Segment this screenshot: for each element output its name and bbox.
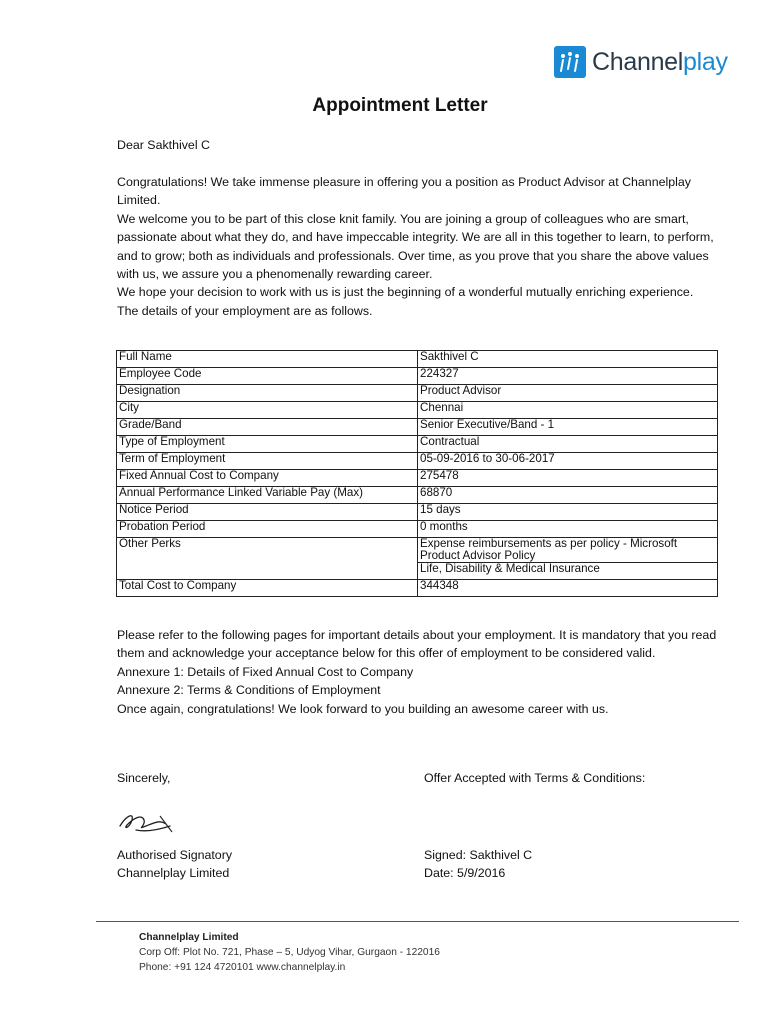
footer-contact: Phone: +91 124 4720101 www.channelplay.in bbox=[139, 962, 346, 973]
table-row bbox=[117, 538, 718, 563]
row-value: Expense reimbursements as per policy - Microsoft Product Advisor Policy bbox=[418, 538, 718, 563]
intro-paragraph: We hope your decision to work with us is just the beginning of a wonderful mutually enriching experience. bbox=[117, 285, 694, 300]
row-label: Fixed Annual Cost to Company bbox=[117, 470, 418, 487]
row-label: Full Name bbox=[117, 351, 418, 368]
row-label: Total Cost to Company bbox=[117, 580, 418, 597]
closing-paragraph: Please refer to the following pages for important details about your employment. It is mandatory that you read them and acknowledge your acceptance below for this offer of employment to be considered valid. bbox=[117, 628, 717, 661]
row-label: Grade/Band bbox=[117, 419, 418, 436]
row-label: Employee Code bbox=[117, 368, 418, 385]
table-row bbox=[117, 487, 718, 504]
table-row bbox=[117, 368, 718, 385]
row-value: 68870 bbox=[418, 487, 718, 504]
acceptance-block bbox=[424, 846, 532, 882]
row-label: Annual Performance Linked Variable Pay (Max) bbox=[117, 487, 418, 504]
intro-paragraph: The details of your employment are as follows. bbox=[117, 303, 373, 318]
row-value: Chennai bbox=[418, 402, 718, 419]
signatory-title: Authorised Signatory bbox=[117, 848, 233, 862]
signed-date: Date: 5/9/2016 bbox=[424, 866, 506, 880]
row-value: Sakthivel C bbox=[418, 351, 718, 368]
row-label: Type of Employment bbox=[117, 436, 418, 453]
footer-divider bbox=[96, 921, 739, 922]
row-value: 05-09-2016 to 30-06-2017 bbox=[418, 453, 718, 470]
row-value: 15 days bbox=[418, 504, 718, 521]
row-label: Notice Period bbox=[117, 504, 418, 521]
channelplay-logo bbox=[554, 46, 728, 78]
acceptance-heading: Offer Accepted with Terms & Conditions: bbox=[424, 771, 646, 785]
row-label: Designation bbox=[117, 385, 418, 402]
row-value: Product Advisor bbox=[418, 385, 718, 402]
intro-text bbox=[117, 173, 717, 320]
footer bbox=[139, 930, 440, 975]
page-title: Appointment Letter bbox=[312, 95, 488, 116]
row-value: Contractual bbox=[418, 436, 718, 453]
row-label: Term of Employment bbox=[117, 453, 418, 470]
intro-paragraph: Congratulations! We take immense pleasure in offering you a position as Product Advisor at Channelplay Limited. bbox=[117, 175, 691, 208]
signed-by: Signed: Sakthivel C bbox=[424, 848, 533, 862]
footer-address: Corp Off: Plot No. 721, Phase – 5, Udyog Vihar, Gurgaon - 122016 bbox=[139, 947, 440, 958]
table-row bbox=[117, 351, 718, 368]
footer-company: Channelplay Limited bbox=[139, 932, 239, 943]
annexure-2: Annexure 2: Terms & Conditions of Employment bbox=[117, 683, 381, 698]
table-row bbox=[117, 521, 718, 538]
channelplay-logo-icon bbox=[554, 46, 586, 78]
table-row bbox=[117, 402, 718, 419]
table-row bbox=[117, 419, 718, 436]
table-row bbox=[117, 385, 718, 402]
row-label: Other Perks bbox=[117, 538, 418, 580]
row-value: 224327 bbox=[418, 368, 718, 385]
table-row bbox=[117, 470, 718, 487]
row-value: Life, Disability & Medical Insurance bbox=[418, 563, 718, 580]
table-row bbox=[117, 580, 718, 597]
row-value: 344348 bbox=[418, 580, 718, 597]
row-label: City bbox=[117, 402, 418, 419]
annexure-1: Annexure 1: Details of Fixed Annual Cost to Company bbox=[117, 664, 414, 679]
channelplay-logo-text: Channelplay bbox=[592, 47, 728, 76]
signatory-block bbox=[117, 846, 232, 882]
closing-text bbox=[117, 626, 717, 718]
table-row bbox=[117, 436, 718, 453]
table-row bbox=[117, 504, 718, 521]
row-value: 275478 bbox=[418, 470, 718, 487]
closing-paragraph: Once again, congratulations! We look forward to you building an awesome career with us. bbox=[117, 701, 609, 716]
row-value: Senior Executive/Band - 1 bbox=[418, 419, 718, 436]
salutation: Dear Sakthivel C bbox=[117, 138, 210, 152]
employment-details-table bbox=[116, 350, 718, 597]
signature-image bbox=[116, 806, 186, 843]
row-value: 0 months bbox=[418, 521, 718, 538]
intro-paragraph: We welcome you to be part of this close knit family. You are joining a group of colleagues who are smart, passionate about what they do, and have impeccable integrity. We are all in this together to learn, to perform, and to grow; both as individuals and professionals. Over time, as you prove that you share the above values with us, we assure you a phenomenally rewarding career. bbox=[117, 211, 714, 282]
sincerely: Sincerely, bbox=[117, 771, 171, 785]
signatory-company: Channelplay Limited bbox=[117, 866, 230, 880]
table-row bbox=[117, 453, 718, 470]
row-label: Probation Period bbox=[117, 521, 418, 538]
